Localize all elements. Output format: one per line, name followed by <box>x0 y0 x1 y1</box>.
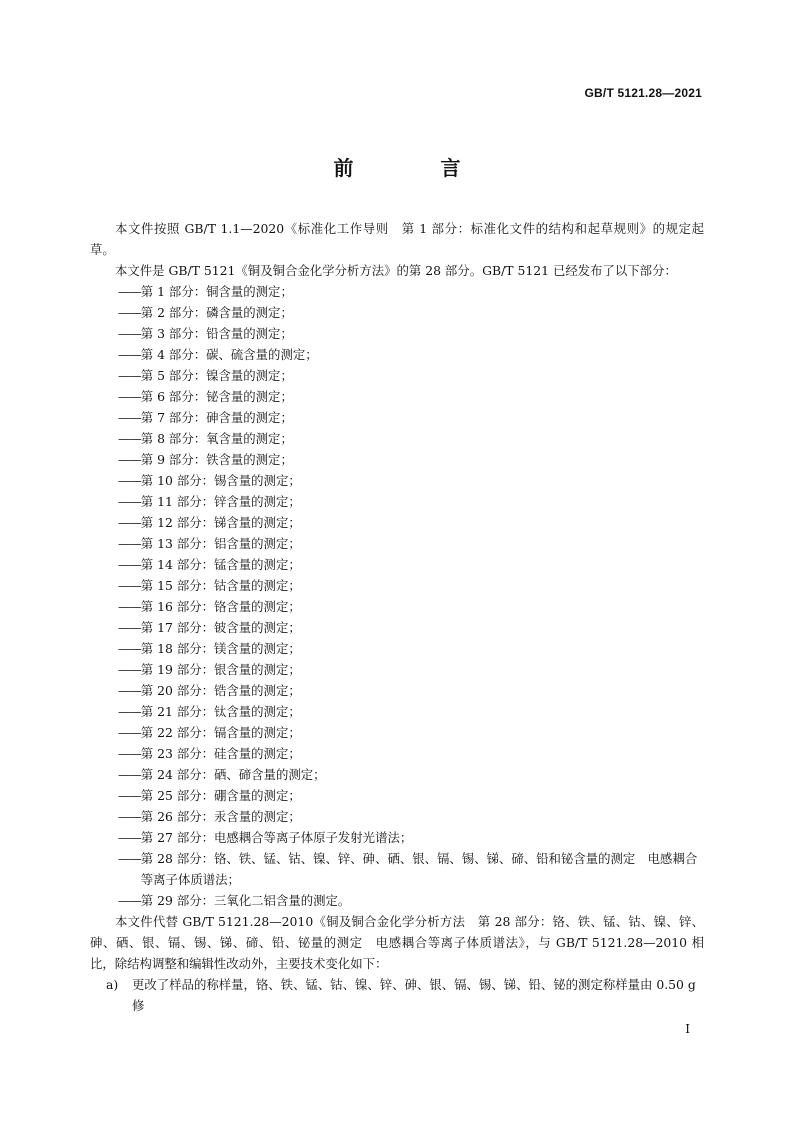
list-item-text: 第 10 部分：锡含量的测定； <box>140 473 301 488</box>
change-item-text: 更改了样品的称样量，铬、铁、锰、钴、镍、锌、砷、银、镉、锡、锑、铅、铋的测定称样量由 0.50 g 修 <box>132 977 696 1013</box>
foreword-body <box>90 218 704 1016</box>
list-item <box>90 848 704 890</box>
list-item-text: 第 15 部分：钴含量的测定； <box>140 578 301 593</box>
list-item-text: 第 7 部分：砷含量的测定； <box>140 410 293 425</box>
page-title: 前 言 <box>333 156 501 180</box>
list-item <box>90 281 704 302</box>
list-item <box>90 491 704 512</box>
list-item-text: 第 23 部分：硅含量的测定； <box>140 746 301 761</box>
list-item <box>90 323 704 344</box>
list-item-text: 第 13 部分：铝含量的测定； <box>140 536 301 551</box>
list-dash: —— <box>118 704 141 719</box>
list-dash: —— <box>118 599 141 614</box>
list-dash: —— <box>118 326 141 341</box>
list-dash: —— <box>118 410 141 425</box>
list-dash: —— <box>118 368 141 383</box>
standard-number: GB/T 5121.28—2021 <box>584 86 702 100</box>
list-item <box>90 407 704 428</box>
list-item <box>90 512 704 533</box>
list-dash: —— <box>118 683 141 698</box>
list-dash: —— <box>118 536 141 551</box>
list-dash: —— <box>118 767 141 782</box>
list-item-text: 第 28 部分：铬、铁、锰、钴、镍、锌、砷、硒、银、镉、锡、锑、碲、铅和铋含量的测定 电感耦合等离子体质谱法； <box>140 851 698 887</box>
list-dash: —— <box>118 788 141 803</box>
list-item <box>90 617 704 638</box>
parts-list <box>90 281 704 911</box>
list-item-text: 第 19 部分：银含量的测定； <box>140 662 301 677</box>
list-dash: —— <box>118 809 141 824</box>
intro-paragraph-2: 本文件是 GB/T 5121《铜及铜合金化学分析方法》的第 28 部分。GB/T 5121 已经发布了以下部分： <box>115 263 677 278</box>
list-item-text: 第 25 部分：硼含量的测定； <box>140 788 301 803</box>
list-dash: —— <box>118 641 141 656</box>
list-item <box>90 575 704 596</box>
list-item-text: 第 22 部分：镉含量的测定； <box>140 725 301 740</box>
list-item <box>90 533 704 554</box>
list-item <box>90 785 704 806</box>
list-item-text: 第 21 部分：钛含量的测定； <box>140 704 301 719</box>
list-item <box>90 827 704 848</box>
list-item <box>90 701 704 722</box>
list-dash: —— <box>118 494 141 509</box>
list-item <box>90 764 704 785</box>
list-item-text: 第 4 部分：碳、硫含量的测定； <box>140 347 318 362</box>
list-dash: —— <box>118 557 141 572</box>
list-item-text: 第 11 部分：锌含量的测定； <box>140 494 301 509</box>
list-item-text: 第 12 部分：锑含量的测定； <box>140 515 301 530</box>
list-item-text: 第 27 部分：电感耦合等离子体原子发射光谱法； <box>140 830 413 845</box>
change-item-label: a) <box>106 977 119 992</box>
list-item <box>90 890 704 911</box>
intro-paragraph-1: 本文件按照 GB/T 1.1—2020《标准化工作导则 第 1 部分：标准化文件的结构和起草规则》的规定起草。 <box>90 221 704 257</box>
list-dash: —— <box>118 452 141 467</box>
list-item-text: 第 2 部分：磷含量的测定； <box>140 305 293 320</box>
list-dash: —— <box>118 473 141 488</box>
list-item <box>90 449 704 470</box>
list-item-text: 第 29 部分：三氧化二铝含量的测定。 <box>140 893 351 908</box>
list-dash: —— <box>118 830 141 845</box>
list-dash: —— <box>118 851 141 866</box>
list-item <box>90 722 704 743</box>
list-item <box>90 743 704 764</box>
list-dash: —— <box>118 515 141 530</box>
list-dash: —— <box>118 746 141 761</box>
list-item <box>90 386 704 407</box>
list-item <box>90 428 704 449</box>
list-dash: —— <box>118 389 141 404</box>
list-item-text: 第 14 部分：锰含量的测定； <box>140 557 301 572</box>
list-dash: —— <box>118 431 141 446</box>
list-dash: —— <box>118 305 141 320</box>
list-item-text: 第 16 部分：铬含量的测定； <box>140 599 301 614</box>
list-item-text: 第 3 部分：铅含量的测定； <box>140 326 293 341</box>
list-dash: —— <box>118 662 141 677</box>
list-dash: —— <box>118 620 141 635</box>
list-item <box>90 554 704 575</box>
list-dash: —— <box>118 578 141 593</box>
list-item-text: 第 1 部分：铜含量的测定； <box>140 284 293 299</box>
list-dash: —— <box>118 893 141 908</box>
list-item <box>90 470 704 491</box>
page-number: I <box>685 1022 690 1036</box>
list-item <box>90 302 704 323</box>
list-dash: —— <box>118 284 141 299</box>
list-item <box>90 365 704 386</box>
list-item-text: 第 20 部分：锆含量的测定； <box>140 683 301 698</box>
list-item <box>90 596 704 617</box>
replace-paragraph: 本文件代替 GB/T 5121.28—2010《铜及铜合金化学分析方法 第 28 部分：铬、铁、锰、钴、镍、锌、砷、硒、银、镉、锡、锑、碲、铅、铋量的测定 电感耦合等离子体质谱法》，与 GB/T 5121.28—2010 相比，除结构调整和编辑性改动外，主要技术变化如下： <box>90 914 704 971</box>
list-item-text: 第 8 部分：氧含量的测定； <box>140 431 293 446</box>
list-item <box>90 638 704 659</box>
list-item-text: 第 26 部分：汞含量的测定； <box>140 809 301 824</box>
list-dash: —— <box>118 725 141 740</box>
list-item <box>90 680 704 701</box>
list-item-text: 第 17 部分：铍含量的测定； <box>140 620 301 635</box>
list-dash: —— <box>118 347 141 362</box>
list-item <box>90 344 704 365</box>
list-item-text: 第 9 部分：铁含量的测定； <box>140 452 293 467</box>
list-item-text: 第 24 部分：硒、碲含量的测定； <box>140 767 326 782</box>
list-item-text: 第 18 部分：镁含量的测定； <box>140 641 301 656</box>
list-item <box>90 806 704 827</box>
list-item <box>90 659 704 680</box>
change-item-a <box>90 974 704 1016</box>
list-item-text: 第 5 部分：镍含量的测定； <box>140 368 293 383</box>
list-item-text: 第 6 部分：铋含量的测定； <box>140 389 293 404</box>
